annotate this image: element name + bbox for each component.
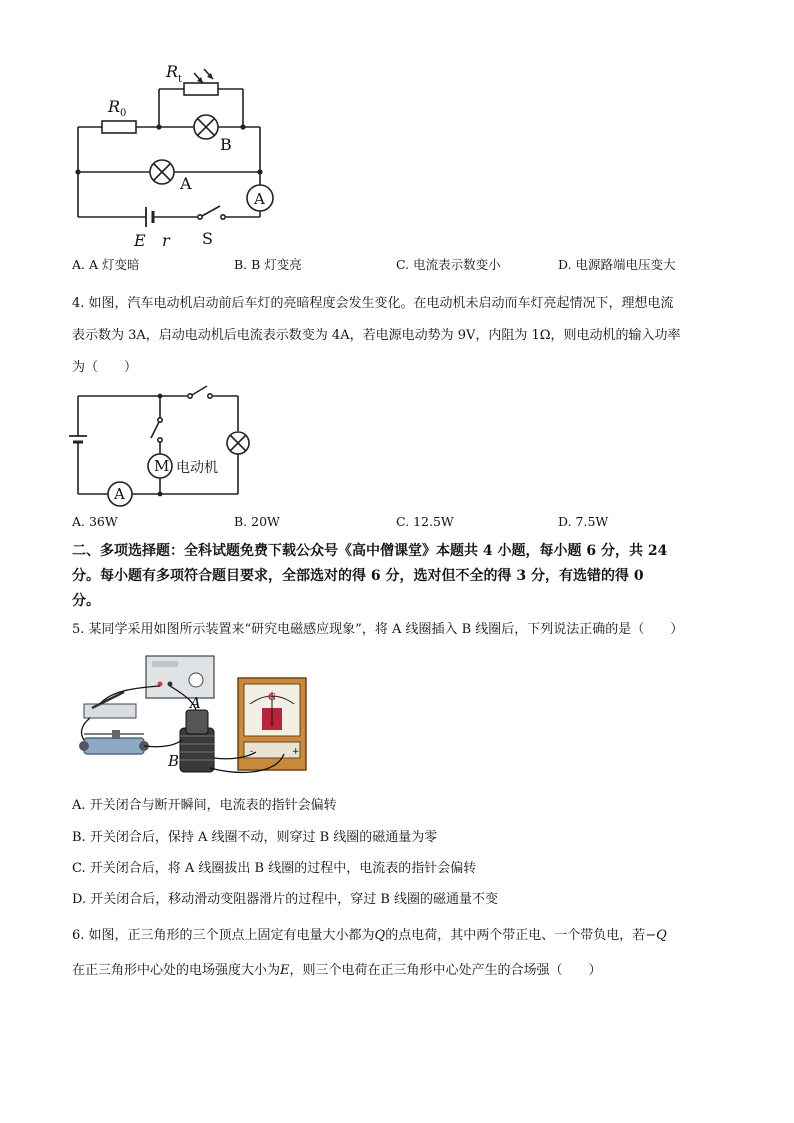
- q4-option-b: B. 20W: [234, 514, 280, 529]
- coil-a-label: A: [190, 694, 201, 712]
- ammeter-label: A: [254, 190, 265, 208]
- q4-option-a: A. 36W: [72, 514, 118, 529]
- q5-apparatus-figure: [70, 648, 320, 782]
- motor-label: 电动机: [176, 460, 218, 476]
- q3-option-d: D. 电源路端电压变大: [558, 257, 676, 272]
- meter-plus: +: [292, 747, 300, 757]
- emf-label: E: [134, 231, 146, 250]
- internal-r-label: r: [162, 231, 170, 250]
- q6-neg-q-symbol: −Q: [645, 928, 667, 943]
- meter-minus: -: [250, 747, 254, 757]
- q3-circuit-diagram: [60, 55, 290, 255]
- lamp-a-label: A: [180, 174, 192, 193]
- q6-stem-line2: [72, 961, 602, 981]
- q6-e-symbol: E: [280, 963, 290, 978]
- r0-label: R: [108, 97, 121, 116]
- q3-option-c: C. 电流表示数变小: [396, 257, 501, 272]
- q4-stem-line3: 为（ ）: [72, 360, 138, 375]
- motor-symbol: M: [154, 457, 170, 475]
- q6-text-1a: 6. 如图，正三角形的三个顶点上固定有电量大小都为: [72, 928, 375, 943]
- section2-header-line3: 分。: [72, 593, 100, 609]
- lamp-b-label: B: [220, 135, 232, 154]
- q5-stem: 5. 某同学采用如图所示装置来“研究电磁感应现象”，将 A 线圈插入 B 线圈后，下列说法正确的是（ ）: [72, 622, 684, 637]
- q4-stem-line2: 表示数为 3A，启动电动机后电流表示数变为 4A，若电源电动势为 9V，内阻为 1Ω，则电动机的输入功率: [72, 328, 681, 343]
- rt-resistor: [184, 83, 218, 95]
- switch-label: S: [202, 229, 213, 248]
- rt-sub: t: [178, 74, 183, 85]
- ammeter-label: A: [114, 485, 125, 503]
- q6-q-symbol: Q: [374, 928, 386, 943]
- rheostat: [84, 738, 144, 754]
- q5-option-c: C. 开关闭合后，将 A 线圈拔出 B 线圈的过程中，电流表的指针会偏转: [72, 861, 477, 876]
- q3-option-b: B. B 灯变亮: [234, 257, 302, 272]
- section2-header-line2: 分。每小题有多项符合题目要求，全部选对的得 6 分，选对但不全的得 3 分，有选错的得 0: [72, 568, 644, 584]
- q6-text-1b: 的点电荷，其中两个带正电、一个带负电，若: [385, 928, 646, 943]
- q4-option-c: C. 12.5W: [396, 514, 454, 529]
- meter-g-label: G: [268, 693, 276, 703]
- q6-text-2a: 在正三角形中心处的电场强度大小为: [72, 963, 281, 978]
- coil-b-label: B: [168, 752, 180, 770]
- q5-option-d: D. 开关闭合后，移动滑动变阻器滑片的过程中，穿过 B 线圈的磁通量不变: [72, 892, 499, 907]
- q3-option-a: A. A 灯变暗: [72, 257, 140, 272]
- q4-circuit-diagram: [66, 382, 256, 510]
- q5-option-b: B. 开关闭合后，保持 A 线圈不动，则穿过 B 线圈的磁通量为零: [72, 830, 438, 845]
- q6-stem-line1: [72, 926, 667, 946]
- q4-option-d: D. 7.5W: [558, 514, 609, 529]
- r0-sub: 0: [120, 108, 127, 119]
- r0-resistor: [102, 121, 136, 133]
- section2-header-line1: 二、多项选择题：全科试题免费下载公众号《高中僧课堂》本题共 4 小题，每小题 6 分，共 24: [72, 543, 668, 559]
- q5-option-a: A. 开关闭合与断开瞬间，电流表的指针会偏转: [72, 798, 337, 813]
- rt-label: R: [166, 62, 179, 81]
- q4-stem-line1: 4. 如图，汽车电动机启动前后车灯的亮暗程度会发生变化。在电动机未启动而车灯亮起情况下，理想电流: [72, 296, 674, 311]
- q6-text-2b: ，则三个电荷在正三角形中心处产生的合场强（ ）: [289, 963, 602, 978]
